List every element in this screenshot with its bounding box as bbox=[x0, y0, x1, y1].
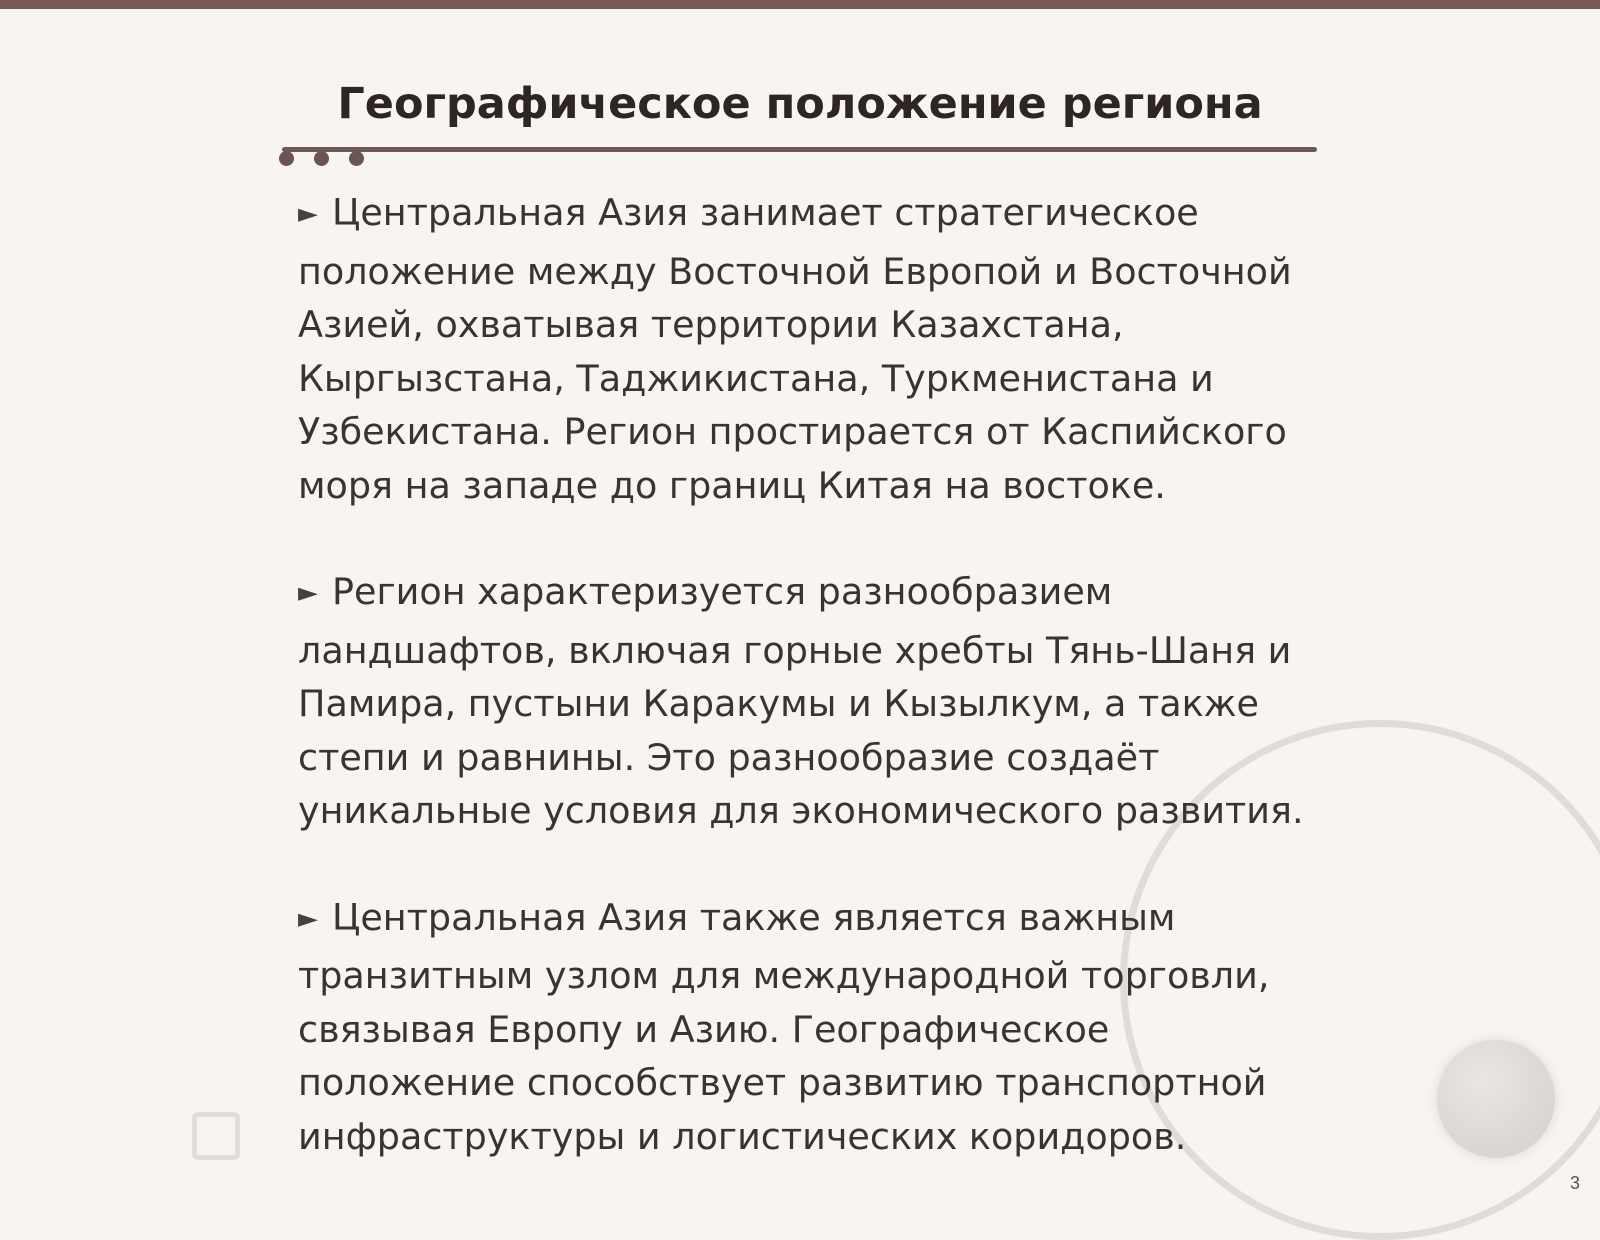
bullet-item bbox=[298, 186, 1308, 512]
underline-dot bbox=[349, 151, 364, 166]
bullet-text: Центральная Азия также является важным транзитным узлом для международной торговли, связывая Европу и Азию. Географическое положение способствует развитию транспортной инфраструктуры и логистических коридоров. bbox=[298, 895, 1270, 1158]
triangle-bullet-icon: ► bbox=[298, 578, 318, 608]
page-number: 3 bbox=[1569, 1173, 1580, 1193]
bullet-text: Регион характеризуется разнообразием ландшафтов, включая горные хребты Тянь-Шаня и Памира, пустыни Каракумы и Кызылкум, а также степи и равнины. Это разнообразие создаёт уникальные условия для экономического развития. bbox=[298, 570, 1304, 832]
title-underline bbox=[282, 147, 1317, 152]
underline-dot bbox=[279, 151, 294, 166]
bullet-item bbox=[298, 565, 1308, 838]
decorative-circle bbox=[1437, 1040, 1555, 1158]
slide-title: Географическое положение региона bbox=[337, 79, 1263, 129]
decorative-square bbox=[192, 1112, 240, 1160]
triangle-bullet-icon: ► bbox=[298, 903, 318, 934]
top-accent-bar bbox=[0, 0, 1600, 9]
bullet-text: Центральная Азия занимает стратегическое положение между Восточной Европой и Восточной Азией, охватывая территории Казахстана, Кыргызстана, Таджикистана, Туркменистана и Узбекистана. Регион простирается от Каспийского моря на западе до границ Китая на востоке. bbox=[298, 191, 1292, 507]
bullet-item bbox=[298, 891, 1308, 1164]
bullet-list bbox=[298, 186, 1308, 1216]
underline-dot bbox=[314, 151, 329, 166]
triangle-bullet-icon: ► bbox=[298, 199, 318, 229]
